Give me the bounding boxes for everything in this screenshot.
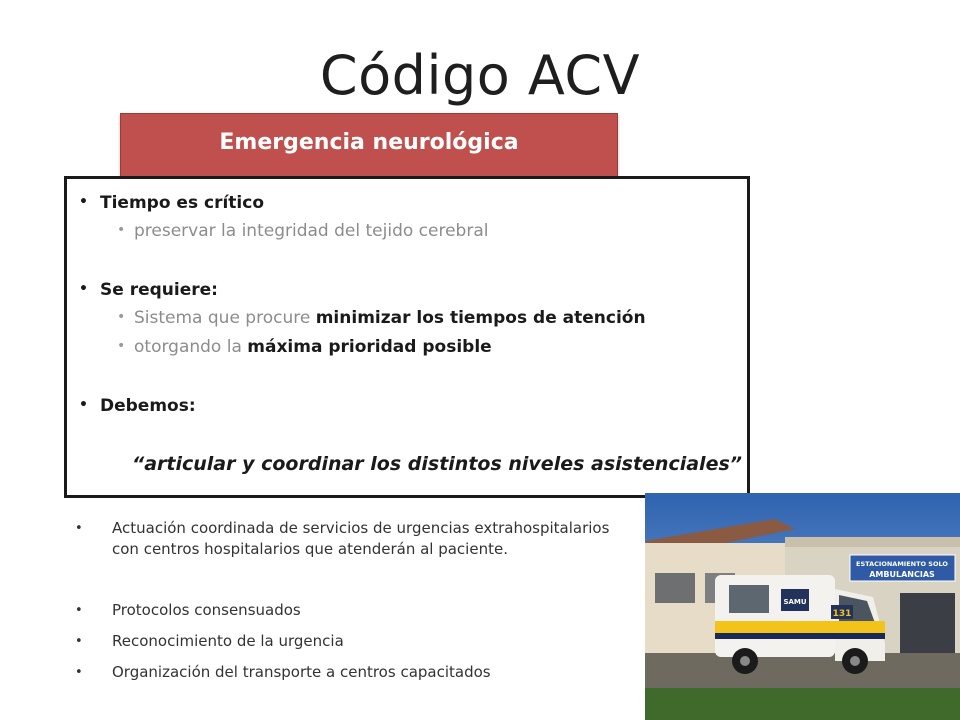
unit-number-text: 131 xyxy=(832,609,852,619)
sub-bullet-preserve-tissue: • preservar la integridad del tejido cerebral xyxy=(117,221,489,241)
bullet-protocols: • Protocolos consensuados xyxy=(75,601,301,619)
slide-title: Código ACV xyxy=(319,44,641,107)
bullet-recognition: • Reconocimiento de la urgencia xyxy=(75,632,344,650)
ambulance-scene-illustration xyxy=(645,493,960,720)
bullet-dot-icon: • xyxy=(117,338,126,354)
ambulance-sign-text: AMBULANCIAS xyxy=(869,570,935,579)
emergency-banner xyxy=(120,113,618,177)
bullet-required: • Se requiere: xyxy=(79,280,218,300)
bullet-dot-icon: • xyxy=(79,194,88,210)
bullet-we-must: • Debemos: xyxy=(79,396,196,416)
bullet-dot-icon: • xyxy=(117,309,126,325)
ambulance-photo xyxy=(645,493,960,720)
bullet-dot-icon: • xyxy=(117,222,126,238)
banner-label: Emergencia neurológica xyxy=(219,130,519,155)
bullet-dot-icon: • xyxy=(79,397,88,413)
key-points-box xyxy=(64,176,750,498)
bullet-dot-icon: • xyxy=(79,281,88,297)
parking-sign-text: ESTACIONAMIENTO SOLO xyxy=(856,560,948,568)
bullet-dot-icon: • xyxy=(75,665,83,680)
bullet-transport: • Organización del transporte a centros capacitados xyxy=(75,663,491,681)
sub-bullet-max-priority: • otorgando la máxima prioridad posible xyxy=(117,337,492,357)
bullet-dot-icon: • xyxy=(75,634,83,649)
bullet-critical-time: • Tiempo es crítico xyxy=(79,193,264,213)
bullet-dot-icon: • xyxy=(75,521,83,536)
sub-bullet-minimize-times: • Sistema que procure minimizar los tiempos de atención xyxy=(117,308,646,328)
bullet-dot-icon: • xyxy=(75,603,83,618)
coordination-quote: “articular y coordinar los distintos niveles asistenciales” xyxy=(131,453,743,475)
samu-logo-text: SAMU xyxy=(783,598,807,606)
bullet-coordinated-action: • Actuación coordinada de servicios de urgencias extrahospitalarios con centros hospitalarios que atenderán al paciente. xyxy=(75,519,610,558)
